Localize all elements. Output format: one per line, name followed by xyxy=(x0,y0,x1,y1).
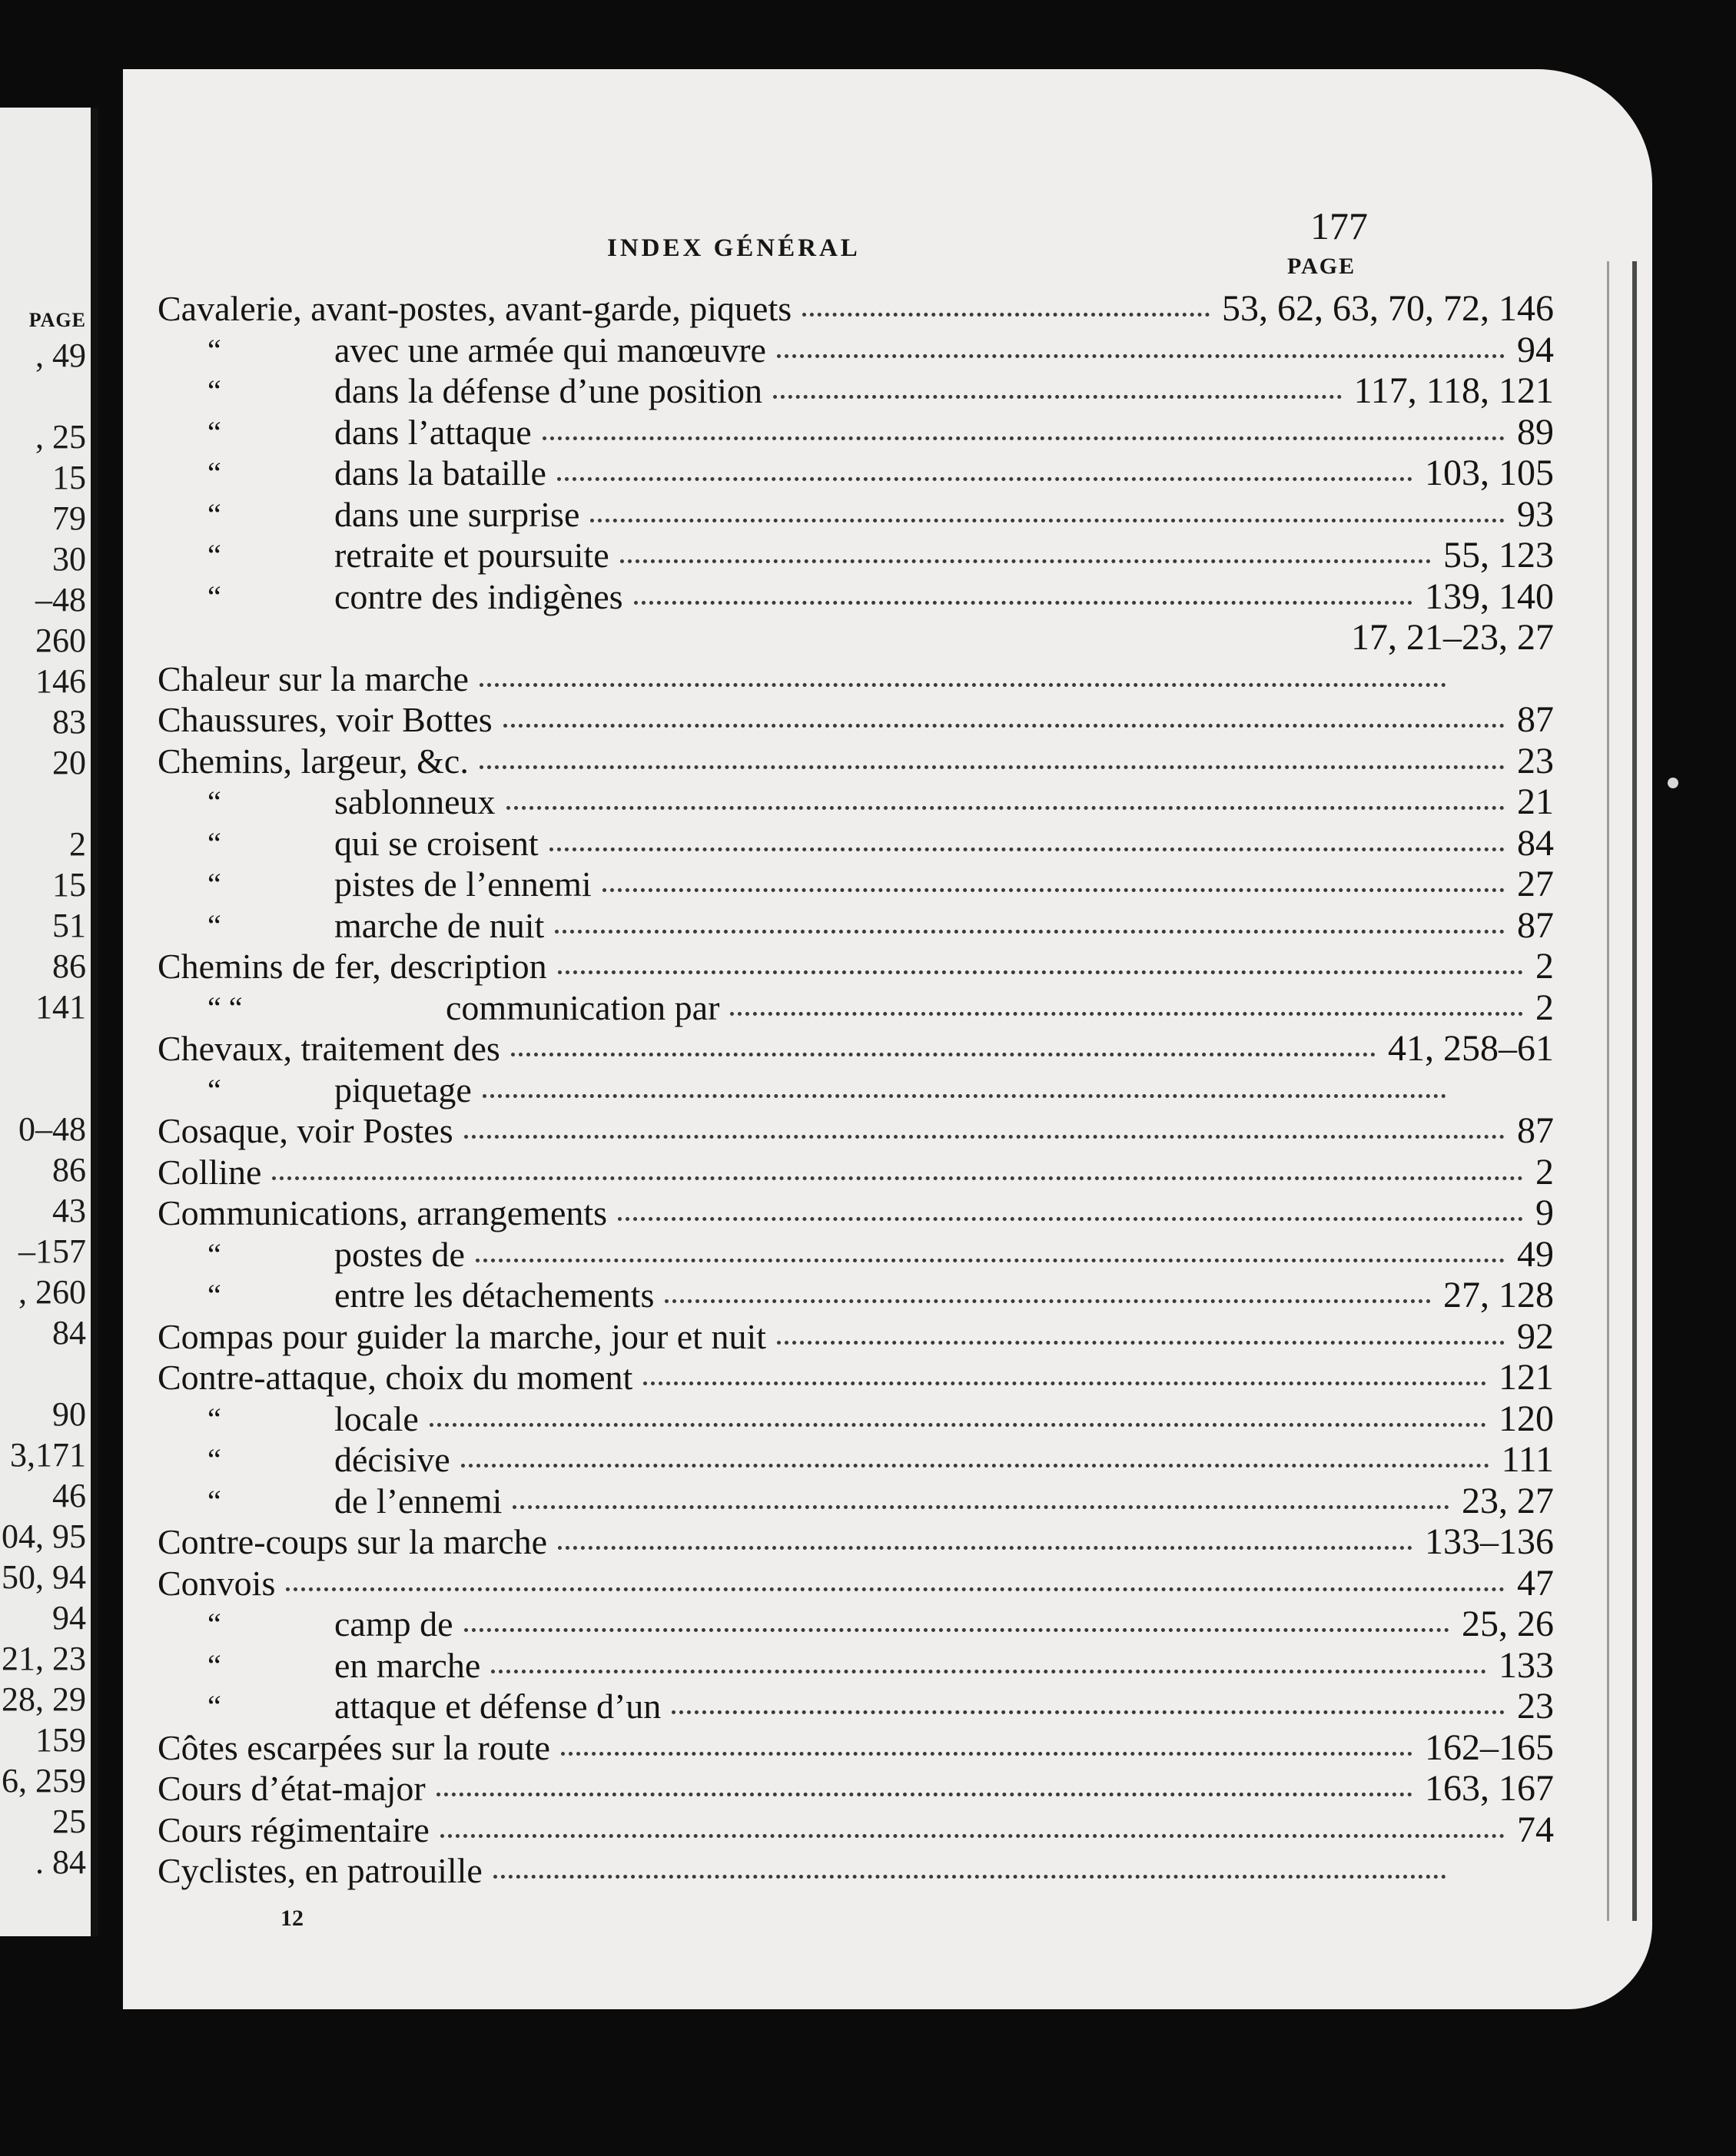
dot-leader xyxy=(440,1834,1505,1838)
ditto-mark: “ xyxy=(207,538,221,572)
index-entry xyxy=(123,823,1554,864)
page-column-head: PAGE xyxy=(1287,254,1356,279)
index-entry xyxy=(123,1521,1554,1563)
ditto-mark: “ “ xyxy=(207,990,243,1025)
dot-leader xyxy=(464,1628,1449,1632)
entry-term: Cours d’état-major xyxy=(158,1768,430,1809)
ditto-mark: “ xyxy=(207,1483,221,1518)
index-entry xyxy=(123,1152,1554,1193)
index-entry xyxy=(123,1070,1554,1111)
dot-leader xyxy=(773,395,1342,399)
left-page-ref: 3,171 xyxy=(10,1436,86,1474)
entry-term: Chaleur sur la marche xyxy=(158,658,473,700)
left-page-ref: 79 xyxy=(52,499,86,537)
entry-pages: 74 xyxy=(1512,1809,1554,1851)
sub-entry-term: dans une surprise xyxy=(334,494,584,536)
entry-term: Cyclistes, en patrouille xyxy=(158,1850,487,1892)
dot-leader xyxy=(503,724,1505,728)
sub-entry-term: décisive xyxy=(334,1439,455,1481)
dot-leader xyxy=(480,765,1505,769)
entry-pages: 55, 123 xyxy=(1439,535,1554,576)
index-entry xyxy=(123,1604,1554,1645)
sub-entry-term: qui se croisent xyxy=(334,823,543,864)
index-entry xyxy=(123,658,1554,700)
entry-pages: 21 xyxy=(1512,781,1554,823)
index-entry xyxy=(123,864,1554,905)
left-page-ref: 84 xyxy=(52,1314,86,1352)
left-page-ref: 83 xyxy=(52,703,86,741)
entry-term: Convois xyxy=(158,1563,280,1604)
index-entry xyxy=(123,1398,1554,1440)
index-entry xyxy=(123,1192,1554,1234)
entry-pages: 133–136 xyxy=(1420,1521,1554,1563)
dot-leader xyxy=(272,1176,1523,1180)
left-page-refs xyxy=(0,335,86,1882)
index-entry xyxy=(123,288,1554,330)
index-entry xyxy=(123,741,1554,782)
entry-pages: 87 xyxy=(1512,905,1554,947)
sub-entry-term: piquetage xyxy=(334,1070,476,1111)
sub-entry-term: retraite et poursuite xyxy=(334,535,614,576)
index-entry xyxy=(123,946,1554,987)
index-entry xyxy=(123,1850,1554,1892)
left-page-ref: –48 xyxy=(35,581,86,619)
entry-pages: 41, 258–61 xyxy=(1383,1028,1554,1070)
left-page-ref: . 84 xyxy=(35,1843,86,1881)
index-entry xyxy=(123,535,1554,576)
sub-entry-term: dans la bataille xyxy=(334,453,551,494)
left-page-ref xyxy=(0,783,86,824)
ditto-mark: “ xyxy=(207,496,221,532)
ditto-mark: “ xyxy=(207,1607,221,1641)
ditto-mark: “ xyxy=(207,1647,221,1683)
entry-term: Côtes escarpées sur la route xyxy=(158,1727,555,1769)
entry-term: Compas pour guider la marche, jour et nuit xyxy=(158,1316,771,1358)
entry-pages: 87 xyxy=(1512,1110,1554,1152)
entry-term: Cours régimentaire xyxy=(158,1809,434,1851)
left-page-ref: , 49 xyxy=(35,337,86,374)
left-page-ref xyxy=(0,376,86,416)
index-entry xyxy=(123,1357,1554,1398)
index-entry xyxy=(123,412,1554,453)
left-page-ref: 86 xyxy=(52,1151,86,1189)
left-page-ref: 25 xyxy=(52,1803,86,1840)
dot-leader xyxy=(777,1341,1505,1345)
left-page-ref: 0–48 xyxy=(18,1110,86,1148)
entry-pages: 53, 62, 63, 70, 72, 146 xyxy=(1217,288,1554,330)
left-page-ref: 141 xyxy=(35,988,86,1026)
entry-pages: 17, 21–23, 27 xyxy=(1346,617,1554,658)
entry-term: Chemins de fer, description xyxy=(158,946,552,987)
index-entry xyxy=(123,370,1554,412)
entry-pages: 23, 27 xyxy=(1457,1481,1554,1522)
entry-pages: 94 xyxy=(1512,330,1554,371)
ditto-mark: “ xyxy=(207,414,221,449)
entry-pages: 84 xyxy=(1512,823,1554,864)
index-entry xyxy=(123,1481,1554,1522)
entry-pages: 111 xyxy=(1497,1439,1554,1481)
index-entry xyxy=(123,781,1554,823)
dot-leader xyxy=(286,1587,1505,1591)
ditto-mark: “ xyxy=(207,784,221,819)
dot-leader xyxy=(634,601,1412,605)
entry-pages: 2 xyxy=(1531,1152,1554,1193)
sub-entry-term: entre les détachements xyxy=(334,1275,659,1316)
left-column-head: PAGE xyxy=(28,309,86,331)
left-page-ref: 159 xyxy=(35,1721,86,1759)
previous-page-fragment xyxy=(0,108,98,1936)
ditto-mark: “ xyxy=(207,1072,221,1107)
ditto-mark: “ xyxy=(207,825,221,861)
sub-entry-term: avec une armée qui manœuvre xyxy=(334,330,771,371)
index-entry xyxy=(123,1727,1554,1769)
entry-pages: 9 xyxy=(1531,1192,1554,1234)
index-entry xyxy=(123,699,1554,741)
entry-term: Contre-coups sur la marche xyxy=(158,1521,552,1563)
signature-mark: 12 xyxy=(280,1906,304,1931)
entry-pages: 2 xyxy=(1531,987,1554,1029)
dot-leader xyxy=(480,683,1446,687)
entry-pages: 93 xyxy=(1512,494,1554,536)
entry-term: Colline xyxy=(158,1152,266,1193)
running-head: INDEX GÉNÉRAL xyxy=(607,234,861,262)
sub-entry-term: communication par xyxy=(446,987,724,1029)
left-page-ref: 28, 29 xyxy=(2,1680,86,1718)
dot-leader xyxy=(430,1423,1486,1427)
ditto-mark: “ xyxy=(207,1689,221,1723)
index-entry xyxy=(123,987,1554,1029)
index-entry xyxy=(123,1563,1554,1604)
index-page xyxy=(123,69,1652,2009)
left-page-ref: 146 xyxy=(35,662,86,700)
entry-pages: 23 xyxy=(1512,741,1554,782)
entry-pages: 133 xyxy=(1494,1645,1554,1687)
entry-pages: 2 xyxy=(1531,946,1554,987)
ditto-mark: “ xyxy=(207,373,221,408)
dot-leader xyxy=(491,1670,1486,1673)
entry-pages: 121 xyxy=(1494,1357,1554,1398)
sub-entry-term: pistes de l’ennemi xyxy=(334,864,596,905)
left-page-ref xyxy=(0,1027,86,1068)
ditto-mark: “ xyxy=(207,867,221,901)
sub-entry-term: de l’ennemi xyxy=(334,1481,506,1522)
sub-entry-term: en marche xyxy=(334,1645,485,1687)
left-page-ref xyxy=(0,1353,86,1394)
dot-leader xyxy=(620,559,1431,563)
entry-term: Chevaux, traitement des xyxy=(158,1028,505,1070)
sub-entry-term: camp de xyxy=(334,1604,458,1645)
sub-entry-term: dans la défense d’une position xyxy=(334,370,767,412)
index-entry xyxy=(123,1275,1554,1316)
entry-term: Cosaque, voir Postes xyxy=(158,1110,458,1152)
index-entry xyxy=(123,1028,1554,1070)
ditto-mark: “ xyxy=(207,332,221,367)
ditto-mark: “ xyxy=(207,1278,221,1312)
entry-term: Chaussures, voir Bottes xyxy=(158,699,497,741)
sub-entry-term: locale xyxy=(334,1398,423,1440)
left-page-ref: 2 xyxy=(69,825,86,863)
index-entry xyxy=(123,905,1554,947)
index-entry xyxy=(123,1645,1554,1687)
index-entry xyxy=(123,1316,1554,1358)
index-entry xyxy=(123,1809,1554,1851)
left-page-ref: , 25 xyxy=(35,418,86,456)
entry-pages: 47 xyxy=(1512,1563,1554,1604)
ditto-mark: “ xyxy=(207,1401,221,1436)
dot-leader xyxy=(543,436,1505,440)
dot-leader xyxy=(558,970,1523,974)
index-entry xyxy=(123,330,1554,371)
entry-pages: 27, 128 xyxy=(1439,1275,1554,1316)
left-page-ref: 15 xyxy=(52,459,86,496)
left-page-ref: 50, 94 xyxy=(2,1558,86,1596)
entry-pages: 25, 26 xyxy=(1457,1604,1554,1645)
left-page-ref: 30 xyxy=(52,540,86,578)
left-page-ref: 15 xyxy=(52,866,86,904)
sub-entry-term: marche de nuit xyxy=(334,905,549,947)
dot-leader xyxy=(549,847,1505,851)
dot-leader xyxy=(461,1464,1489,1468)
left-page-ref: 90 xyxy=(52,1395,86,1433)
entry-pages: 89 xyxy=(1512,412,1554,453)
dot-leader xyxy=(602,888,1505,892)
paper-speck xyxy=(1668,778,1678,788)
entry-pages: 27 xyxy=(1512,864,1554,905)
ditto-mark: “ xyxy=(207,456,221,490)
left-page-ref: 94 xyxy=(52,1599,86,1637)
entry-pages: 92 xyxy=(1512,1316,1554,1358)
dot-leader xyxy=(730,1012,1523,1016)
dot-leader xyxy=(464,1135,1505,1139)
entry-term: Cavalerie, avant-postes, avant-garde, piquets xyxy=(158,288,796,330)
dot-leader xyxy=(802,313,1210,317)
index-entry xyxy=(123,1439,1554,1481)
index-entry xyxy=(123,576,1554,618)
entry-pages: 117, 118, 121 xyxy=(1349,370,1554,412)
sub-entry-term: attaque et défense d’un xyxy=(334,1686,666,1727)
entry-term: Contre-attaque, choix du moment xyxy=(158,1357,637,1398)
sub-entry-term: postes de xyxy=(334,1234,470,1275)
entry-pages: 103, 105 xyxy=(1420,453,1554,494)
index-entry xyxy=(123,1768,1554,1809)
left-page-ref: 04, 95 xyxy=(2,1517,86,1555)
sub-entry-term: contre des indigènes xyxy=(334,576,628,618)
dot-leader xyxy=(511,1053,1376,1056)
dot-leader xyxy=(483,1094,1446,1098)
ditto-mark: “ xyxy=(207,1236,221,1272)
left-page-ref: 46 xyxy=(52,1477,86,1514)
dot-leader xyxy=(643,1381,1486,1385)
dot-leader xyxy=(558,1546,1412,1550)
dot-leader xyxy=(513,1505,1449,1509)
entry-pages: 120 xyxy=(1494,1398,1554,1440)
entry-pages: 87 xyxy=(1512,699,1554,741)
left-page-ref: 51 xyxy=(52,907,86,944)
dot-leader xyxy=(561,1752,1412,1756)
index-entries xyxy=(123,288,1652,1892)
entry-term: Communications, arrangements xyxy=(158,1192,612,1234)
left-page-ref: 20 xyxy=(52,744,86,781)
entry-pages: 162–165 xyxy=(1420,1727,1554,1769)
dot-leader xyxy=(436,1793,1412,1796)
index-entry xyxy=(123,1234,1554,1275)
sub-entry-term: sablonneux xyxy=(334,781,500,823)
index-entry xyxy=(123,617,1554,658)
left-page-ref: 43 xyxy=(52,1192,86,1229)
index-entry xyxy=(123,494,1554,536)
left-page-ref: 21, 23 xyxy=(2,1640,86,1677)
index-entry xyxy=(123,1686,1554,1727)
entry-pages: 49 xyxy=(1512,1234,1554,1275)
dot-leader xyxy=(618,1217,1523,1221)
dot-leader xyxy=(493,1875,1446,1879)
sub-entry-term: dans l’attaque xyxy=(334,412,536,453)
dot-leader xyxy=(672,1710,1505,1714)
dot-leader xyxy=(476,1259,1505,1262)
dot-leader xyxy=(557,477,1412,481)
left-page-ref: , 260 xyxy=(18,1273,86,1311)
ditto-mark: “ xyxy=(207,1442,221,1477)
dot-leader xyxy=(555,930,1505,934)
entry-pages: 139, 140 xyxy=(1420,576,1554,618)
index-entry xyxy=(123,1110,1554,1152)
entry-pages: 163, 167 xyxy=(1420,1768,1554,1809)
ditto-mark: “ xyxy=(207,907,221,943)
ditto-mark: “ xyxy=(207,579,221,614)
dot-leader xyxy=(506,806,1505,810)
dot-leader xyxy=(665,1299,1431,1303)
dot-leader xyxy=(590,519,1505,522)
left-page-ref: –157 xyxy=(18,1232,86,1270)
left-page-ref: 260 xyxy=(35,622,86,659)
entry-pages: 23 xyxy=(1512,1686,1554,1727)
entry-term: Chemins, largeur, &c. xyxy=(158,741,473,782)
dot-leader xyxy=(777,354,1505,358)
page-number: 177 xyxy=(1310,204,1368,247)
left-page-ref: 6, 259 xyxy=(2,1762,86,1799)
left-page-ref xyxy=(0,1068,86,1109)
index-entry xyxy=(123,453,1554,494)
left-page-ref: 86 xyxy=(52,947,86,985)
